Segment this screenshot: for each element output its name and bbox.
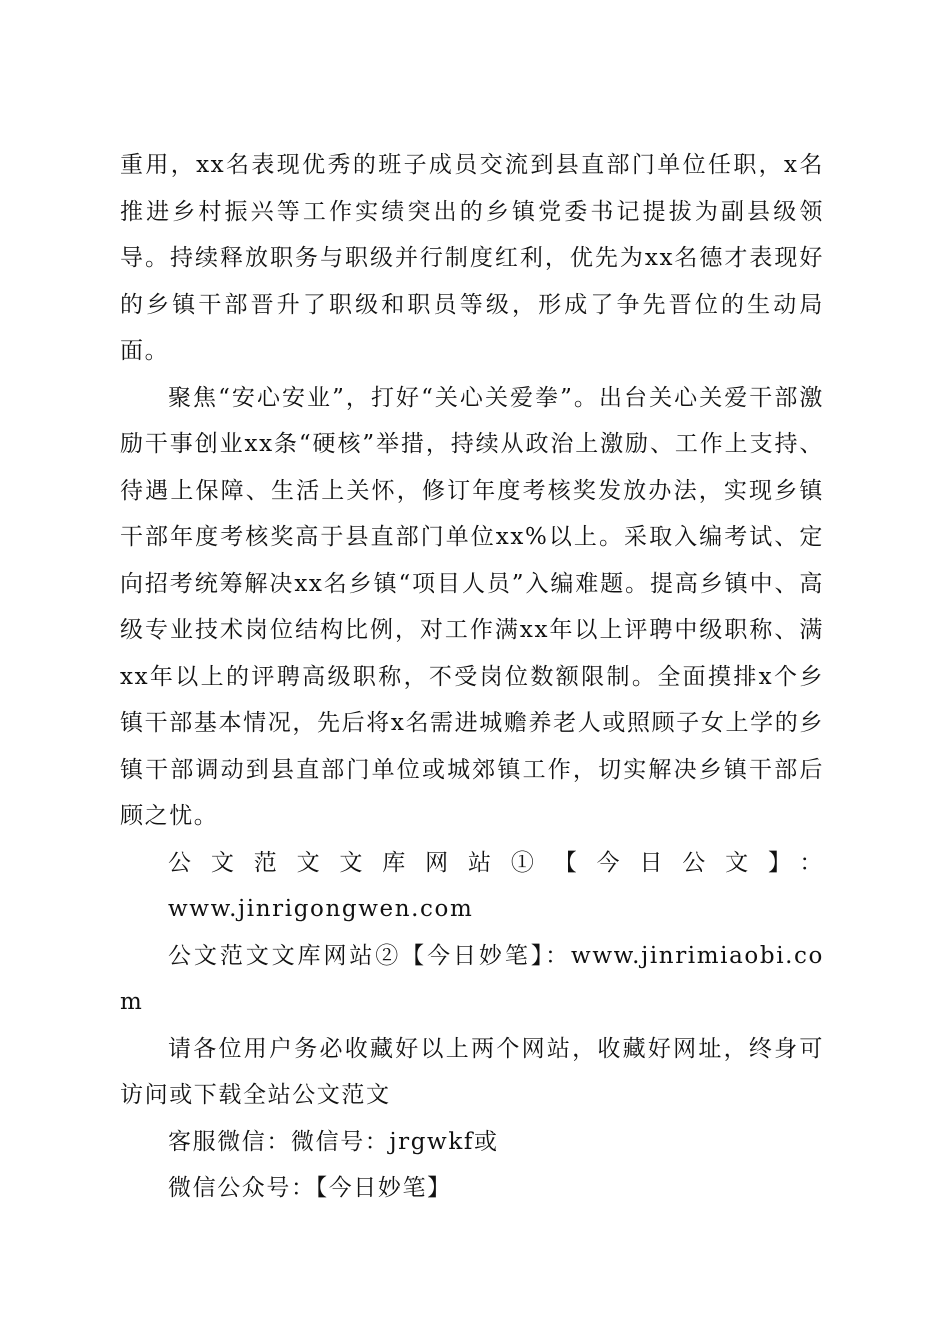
website-1-label: 公文范文文库网站①【今日公文】： (168, 849, 824, 876)
website-2-line: 公文范文文库网站②【今日妙笔】：www.jinrimiaobi.com (120, 942, 824, 1015)
customer-service-line: 客服微信：微信号：jrgwkf或 (168, 1128, 499, 1155)
wechat-account-line: 微信公众号：【今日妙笔】 (168, 1175, 452, 1201)
website-1-line (120, 840, 824, 933)
body-paragraph-1: 重用，xx名表现优秀的班子成员交流到县直部门单位任职，x名推进乡村振兴等工作实绩突出的乡镇党委书记提拔为副县级领导。持续释放职务与职级并行制度红利，优先为xx名德才表现好的乡镇干部晋升了职级和职员等级，形成了争先晋位的生动局面。 (120, 152, 824, 364)
body-paragraph-2: 聚焦“安心安业”，打好“关心关爱拳”。出台关心关爱干部激励干事创业xx条“硬核”举措，持续从政治上激励、工作上支持、待遇上保障、生活上关怀，修订年度考核奖发放办法，实现乡镇干部年度考核奖高于县直部门单位xx%以上。采取入编考试、定向招考统筹解决xx名乡镇“项目人员”入编难题。提高乡镇中、高级专业技术岗位结构比例，对工作满xx年以上评聘中级职称、满xx年以上的评聘高级职称，不受岗位数额限制。全面摸排x个乡镇干部基本情况，先后将x名需进城赡养老人或照顾子女上学的乡镇干部调动到县直部门单位或城郊镇工作，切实解决乡镇干部后顾之忧。 (120, 384, 824, 829)
website-1-url: www.jinrigongwen.com (168, 896, 474, 922)
document-body (120, 142, 824, 1212)
notice-paragraph: 请各位用户务必收藏好以上两个网站，收藏好网址，终身可访问或下载全站公文范文 (120, 1035, 824, 1108)
